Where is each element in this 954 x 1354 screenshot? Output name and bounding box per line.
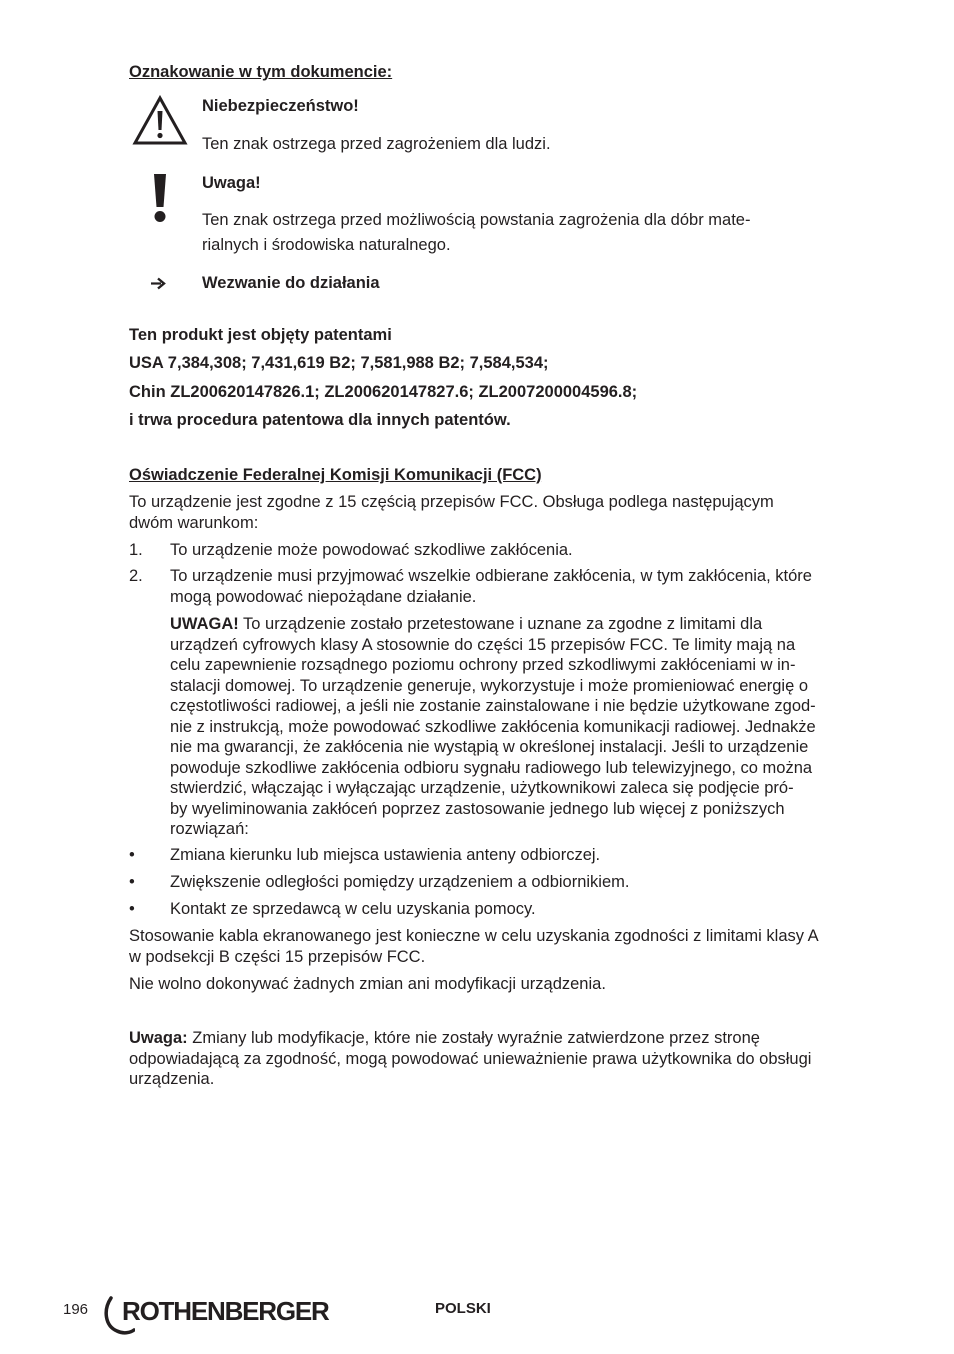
patents-line-3: Chin ZL200620147826.1; ZL200620147827.6; ZL2007200004596.8; [129,383,638,401]
fcc-intro-line: dwóm warunkom: [129,513,259,532]
final-note [129,1028,811,1090]
fcc-note-label: UWAGA! [170,615,239,633]
fcc-note-line: rozwiązań: [170,820,249,838]
bullet-item-text: Kontakt ze sprzedawcą w celu uzyskania pomocy. [170,900,536,918]
danger-text: Ten znak ostrzega przed zagrożeniem dla ludzi. [202,135,551,153]
list-item-number: 1. [129,541,143,559]
bullet-item-text: Zmiana kierunku lub miejsca ustawienia anteny odbiorczej. [170,846,601,864]
fcc-note-line: celu zapewnienie rozsądnego poziomu ochrony przed szkodliwymi zakłóceniami w in- [170,656,796,674]
list-item-line: mogą powodować niepożądane działanie. [170,587,477,606]
final-note-line: urządzenia. [129,1070,215,1088]
danger-title: Niebezpieczeństwo! [202,97,359,115]
fcc-note-first-text: To urządzenie zostało przetestowane i uznane za zgodne z limitami dla [238,615,763,633]
patents-line-2: USA 7,384,308; 7,431,619 B2; 7,581,988 B2; 7,584,534; [129,354,549,372]
fcc-intro-line: To urządzenie jest zgodne z 15 częścią przepisów FCC. Obsługa podlega następującym [129,493,774,511]
fcc-shielded-line: Stosowanie kabla ekranowanego jest konieczne w celu uzyskania zgodności z limitami klasy A [129,927,819,945]
fcc-note-line: by wyeliminowania zakłóceń poprzez zastosowanie jednego lub więcej z poniższych [170,799,785,818]
fcc-note-line: powoduje szkodliwe zakłócenia odbioru sygnału radiowego lub telewizyjnego, co można [170,758,813,777]
list-item-text [170,566,812,607]
caution-text-line-1: Ten znak ostrzega przed możliwością powstania zagrożenia dla dóbr mate- [202,211,751,229]
fcc-note-line: urządzeń cyfrowych klasy A stosownie do części 15 przepisów FCC. Te limity mają na [170,635,796,654]
fcc-shielded-line: w podsekcji B części 15 przepisów FCC. [129,947,426,966]
list-item-text: To urządzenie może powodować szkodliwe zakłócenia. [170,541,573,559]
fcc-note-line: stalacji domowej. To urządzenie generuje, wykorzystuje i może promieniować energię o [170,676,809,695]
arrow-right-icon [150,277,166,290]
final-note-first-line [129,1028,811,1049]
brand-logo: ROTHENBERGER [122,1296,329,1326]
bullet-icon: • [129,900,135,918]
fcc-note-line: stwierdzić, włączając i wyłączając urządzenie, użytkownikowi zaleca się podjęcie pró- [170,779,794,797]
exclamation-icon [150,172,170,224]
fcc-shielded-cable [129,926,819,967]
list-item-line: To urządzenie musi przyjmować wszelkie odbierane zakłócenia, w tym zakłócenia, które [170,567,812,585]
fcc-note-line: częstotliwości radiowej, a jeśli nie zostanie zainstalowane i nie będzie użytkowane zgod- [170,697,816,715]
final-note-first-text: Zmiany lub modyfikacje, które nie zostały wyraźnie zatwierdzone przez stronę [187,1029,760,1047]
fcc-note-line: nie ma gwarancji, że zakłócenia nie wystąpią w określonej instalacji. Jeśli to urządzenie [170,738,809,756]
final-note-label: Uwaga: [129,1029,188,1047]
final-note-line: odpowiadającą za zgodność, mogą powodować unieważnienie prawa użytkownika do obsługi [129,1049,812,1068]
footer-language: POLSKI [435,1300,491,1317]
fcc-note-first-line [170,614,816,635]
fcc-note-line: nie z instrukcją, może powodować szkodliwe zakłócenia komunikacji radiowej. Jednakże [170,717,816,736]
patents-line-4: i trwa procedura patentowa dla innych patentów. [129,411,511,429]
fcc-intro [129,492,774,533]
marking-heading: Oznakowanie w tym dokumencie: [129,63,393,81]
bullet-item-text: Zwiększenie odległości pomiędzy urządzeniem a odbiornikiem. [170,873,630,891]
bullet-icon: • [129,873,135,891]
caution-title: Uwaga! [202,174,261,192]
patents-line-1: Ten produkt jest objęty patentami [129,326,392,344]
caution-text-line-2: rialnych i środowiska naturalnego. [202,236,451,254]
warning-triangle-icon [132,95,188,146]
fcc-note [170,614,816,840]
fcc-no-changes: Nie wolno dokonywać żadnych zmian ani modyfikacji urządzenia. [129,975,606,993]
page-number: 196 [63,1301,89,1318]
fcc-heading: Oświadczenie Federalnej Komisji Komunikacji (FCC) [129,466,542,484]
bullet-icon: • [129,846,135,864]
list-item-number: 2. [129,567,143,585]
action-title: Wezwanie do działania [202,274,380,292]
